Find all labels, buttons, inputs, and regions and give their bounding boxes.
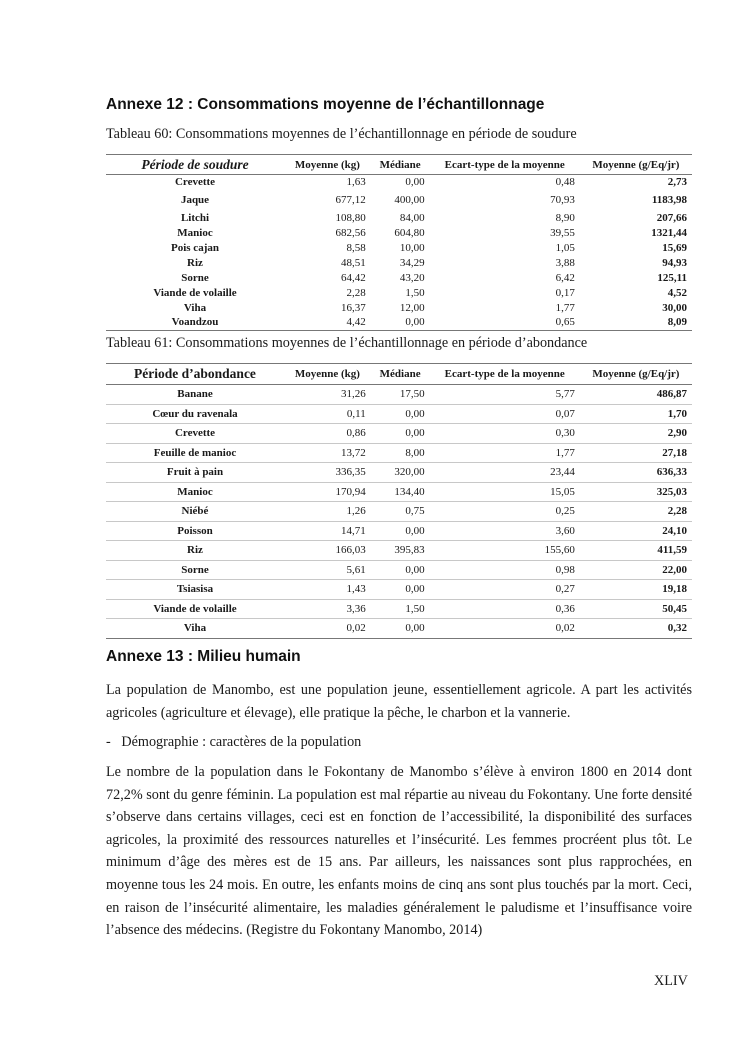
table-cell-mean-kg: 336,35: [284, 463, 371, 483]
table-cell-food: Manioc: [106, 482, 284, 502]
table-cell-mean-g: 125,11: [657, 271, 687, 284]
table-row: [106, 385, 692, 405]
table-cell-mean-g: 30,00: [662, 301, 687, 314]
table-cell-stddev: 1,77: [555, 301, 575, 314]
table-row: [106, 443, 692, 463]
table-cell-mean-kg: 682,56: [335, 226, 366, 239]
table-cell-mean-g: 15,69: [662, 241, 687, 254]
table-cell-median: 604,80: [394, 226, 425, 239]
table-row: [106, 521, 692, 541]
table-cell-stddev: 8,90: [555, 211, 575, 224]
table-cell-food: Viande de volaille: [106, 599, 284, 619]
table-cell-food: Jaque: [180, 193, 210, 206]
table-cell-mean-kg: 31,26: [284, 385, 371, 405]
table-cell-mean-g: 1183,98: [651, 193, 687, 206]
table-row: [106, 271, 692, 286]
table-cell-median: 400,00: [394, 193, 425, 206]
table-cell-mean-g: 486,87: [580, 385, 692, 405]
table-cell-mean-kg: 170,94: [284, 482, 371, 502]
table-cell-mean-kg: 166,03: [284, 541, 371, 561]
table-row: [106, 580, 692, 600]
body-paragraph: La population de Manombo, est une population jeune, essentiellement agricole. A part les activités agricoles (agriculture et élevage), elle pratique la pêche, le charbon et la vannerie.: [106, 682, 692, 721]
table-cell-mean-g: 4,52: [667, 286, 687, 299]
table-cell-food: Pois cajan: [171, 241, 219, 254]
table-61: [106, 363, 692, 639]
table-cell-stddev: 0,02: [430, 619, 580, 639]
table-60-header-mean-kg: Moyenne (kg): [284, 155, 371, 175]
table-cell-mean-kg: 0,02: [284, 619, 371, 639]
table-cell-stddev: 0,65: [430, 316, 580, 331]
table-cell-mean-g: 0,32: [580, 619, 692, 639]
table-cell-stddev: 3,88: [555, 256, 575, 269]
table-row: [106, 541, 692, 561]
table-cell-mean-kg: 108,80: [335, 211, 366, 224]
table-cell-food: Viha: [183, 301, 207, 314]
table-cell-food: Riz: [187, 256, 203, 269]
table-cell-mean-kg: 0,86: [284, 424, 371, 444]
table-61-header-row: [106, 364, 692, 385]
table-cell-stddev: 155,60: [430, 541, 580, 561]
table-cell-stddev: 0,48: [555, 175, 575, 188]
table-row: [106, 211, 692, 226]
table-cell-median: 1,50: [371, 599, 430, 619]
table-cell-food: Viha: [106, 619, 284, 639]
table-cell-median: 43,20: [399, 271, 425, 284]
table-60-header-mean-g: Moyenne (g/Eq/jr): [580, 155, 692, 175]
table-cell-mean-g: 325,03: [580, 482, 692, 502]
table-60-header-stddev: Ecart-type de la moyenne: [430, 155, 580, 175]
table-row: [106, 175, 692, 190]
table-61-header-mean-kg: Moyenne (kg): [284, 364, 371, 385]
table-cell-food: Cœur du ravenala: [106, 404, 284, 424]
table-cell-median: 320,00: [371, 463, 430, 483]
table-cell-food: Manioc: [177, 226, 213, 239]
table-cell-median: 84,00: [399, 211, 425, 224]
table-cell-mean-kg: 5,61: [284, 560, 371, 580]
table-cell-median: 134,40: [371, 482, 430, 502]
table-cell-food: Voandzou: [106, 316, 284, 331]
table-cell-median: 0,75: [371, 502, 430, 522]
table-cell-food: Tsiasisa: [106, 580, 284, 600]
table-row: [106, 316, 692, 331]
table-cell-median: 17,50: [371, 385, 430, 405]
table-row: [106, 502, 692, 522]
table-cell-mean-g: 22,00: [580, 560, 692, 580]
table-cell-mean-kg: 8,58: [346, 241, 366, 254]
table-cell-median: 0,00: [371, 404, 430, 424]
table-61-caption: Tableau 61: Consommations moyennes de l’échantillonnage en période d’abondance: [106, 335, 588, 351]
table-cell-mean-g: 411,59: [580, 541, 692, 561]
annex-13-heading: Annexe 13 : Milieu humain: [106, 648, 301, 665]
table-cell-food: Riz: [106, 541, 284, 561]
table-61-header-median: Médiane: [371, 364, 430, 385]
table-61-header-period: Période d’abondance: [106, 364, 284, 385]
table-cell-food: Sorne: [106, 560, 284, 580]
table-cell-mean-g: 27,18: [580, 443, 692, 463]
table-cell-stddev: 15,05: [430, 482, 580, 502]
table-cell-mean-kg: 4,42: [284, 316, 371, 331]
table-cell-stddev: 6,42: [555, 271, 575, 284]
table-cell-stddev: 0,98: [430, 560, 580, 580]
table-cell-mean-g: 50,45: [580, 599, 692, 619]
table-cell-median: 0,00: [371, 521, 430, 541]
table-cell-food: Crevette: [106, 424, 284, 444]
table-cell-food: Niébé: [106, 502, 284, 522]
table-cell-stddev: 5,77: [430, 385, 580, 405]
table-cell-median: 0,00: [371, 619, 430, 639]
table-cell-food: Banane: [106, 385, 284, 405]
table-cell-mean-g: 1321,44: [651, 226, 687, 239]
table-cell-mean-kg: 64,42: [340, 271, 366, 284]
table-cell-stddev: 70,93: [550, 193, 575, 206]
table-60-header-row: [106, 155, 692, 175]
table-cell-median: 0,00: [371, 580, 430, 600]
table-cell-food: Litchi: [180, 211, 210, 224]
table-cell-median: 395,83: [371, 541, 430, 561]
table-cell-median: 0,00: [371, 560, 430, 580]
table-cell-median: 0,00: [371, 424, 430, 444]
table-row: [106, 619, 692, 639]
table-cell-mean-g: 2,90: [580, 424, 692, 444]
table-cell-stddev: 0,36: [430, 599, 580, 619]
table-cell-food: Poisson: [106, 521, 284, 541]
table-60-header-median: Médiane: [371, 155, 430, 175]
table-cell-stddev: 39,55: [550, 226, 575, 239]
table-row: [106, 286, 692, 301]
table-cell-mean-g: 2,28: [580, 502, 692, 522]
table-cell-mean-g: 24,10: [580, 521, 692, 541]
table-cell-mean-kg: 0,11: [284, 404, 371, 424]
table-cell-median: 12,00: [399, 301, 425, 314]
table-row: [106, 463, 692, 483]
table-cell-stddev: 23,44: [430, 463, 580, 483]
table-cell-median: 34,29: [399, 256, 425, 269]
table-cell-stddev: 0,25: [430, 502, 580, 522]
table-cell-mean-g: 207,66: [656, 211, 687, 224]
table-cell-mean-g: 2,73: [667, 175, 687, 188]
table-cell-stddev: 0,30: [430, 424, 580, 444]
table-cell-mean-g: 1,70: [580, 404, 692, 424]
table-cell-food: Crevette: [174, 175, 216, 188]
table-60-caption: Tableau 60: Consommations moyennes de l’échantillonnage en période de soudure: [106, 126, 577, 142]
page-number: XLIV: [654, 973, 688, 989]
table-row: [106, 241, 692, 256]
table-cell-mean-kg: 2,28: [346, 286, 366, 299]
table-cell-mean-kg: 14,71: [284, 521, 371, 541]
table-cell-mean-g: 8,09: [580, 316, 692, 331]
table-cell-mean-kg: 677,12: [335, 193, 366, 206]
table-61-header-stddev: Ecart-type de la moyenne: [430, 364, 580, 385]
table-row: [106, 226, 692, 241]
table-cell-mean-kg: 3,36: [284, 599, 371, 619]
table-cell-median: 1,50: [405, 286, 425, 299]
table-row: [106, 424, 692, 444]
table-cell-mean-g: 94,93: [662, 256, 687, 269]
table-cell-median: 10,00: [399, 241, 425, 254]
table-cell-food: Sorne: [181, 271, 209, 284]
table-row: [106, 301, 692, 316]
table-row: [106, 404, 692, 424]
table-cell-stddev: 1,77: [430, 443, 580, 463]
table-row: [106, 599, 692, 619]
table-cell-mean-g: 636,33: [580, 463, 692, 483]
bullet-item: - Démographie : caractères de la population: [106, 734, 362, 750]
table-cell-stddev: 3,60: [430, 521, 580, 541]
table-cell-median: 0,00: [405, 175, 425, 188]
table-cell-food: Viande de volaille: [153, 286, 237, 299]
table-cell-stddev: 0,17: [555, 286, 575, 299]
annex-12-heading: Annexe 12 : Consommations moyenne de l’échantillonnage: [106, 96, 545, 113]
table-60-header-period: Période de soudure: [106, 155, 284, 175]
table-cell-stddev: 1,05: [555, 241, 575, 254]
table-cell-mean-kg: 1,43: [284, 580, 371, 600]
table-cell-mean-kg: 1,63: [346, 175, 366, 188]
table-cell-stddev: 0,07: [430, 404, 580, 424]
table-row: [106, 482, 692, 502]
table-row: [106, 190, 692, 211]
table-cell-food: Fruit à pain: [106, 463, 284, 483]
body-paragraph: Le nombre de la population dans le Fokontany de Manombo s’élève à environ 1800 en 2014 dont 72,2% sont du genre féminin. La population est mal répartie au niveau du Fokontany. Une forte densité s’observe dans certains villages, ceci est en fonction de l’accessibilité, la disponibilité des surfaces agricoles, la proximité des ressources naturelles et l’insécurité. Les femmes procréent plus tôt. Le minimum d’âge des mères est de 15 ans. Par ailleurs, les naissances sont plus rapprochées, en moyenne tous les 24 mois. En outre, les enfants moins de cinq ans sont plus touchés par la mort. Ceci, en raison de l’insécurité alimentaire, les maladies généralement le paludisme et l’insuffisance voire l’absence des médecins. (Registre du Fokontany Manombo, 2014): [106, 764, 692, 939]
table-cell-median: 8,00: [371, 443, 430, 463]
table-cell-food: Feuille de manioc: [106, 443, 284, 463]
table-cell-mean-kg: 1,26: [284, 502, 371, 522]
table-cell-stddev: 0,27: [430, 580, 580, 600]
table-row: [106, 560, 692, 580]
table-cell-mean-kg: 16,37: [340, 301, 366, 314]
table-cell-mean-g: 19,18: [580, 580, 692, 600]
table-61-header-mean-g: Moyenne (g/Eq/jr): [580, 364, 692, 385]
table-row: [106, 256, 692, 271]
table-cell-median: 0,00: [371, 316, 430, 331]
table-cell-mean-kg: 13,72: [284, 443, 371, 463]
table-cell-mean-kg: 48,51: [340, 256, 366, 269]
table-60: [106, 154, 692, 331]
